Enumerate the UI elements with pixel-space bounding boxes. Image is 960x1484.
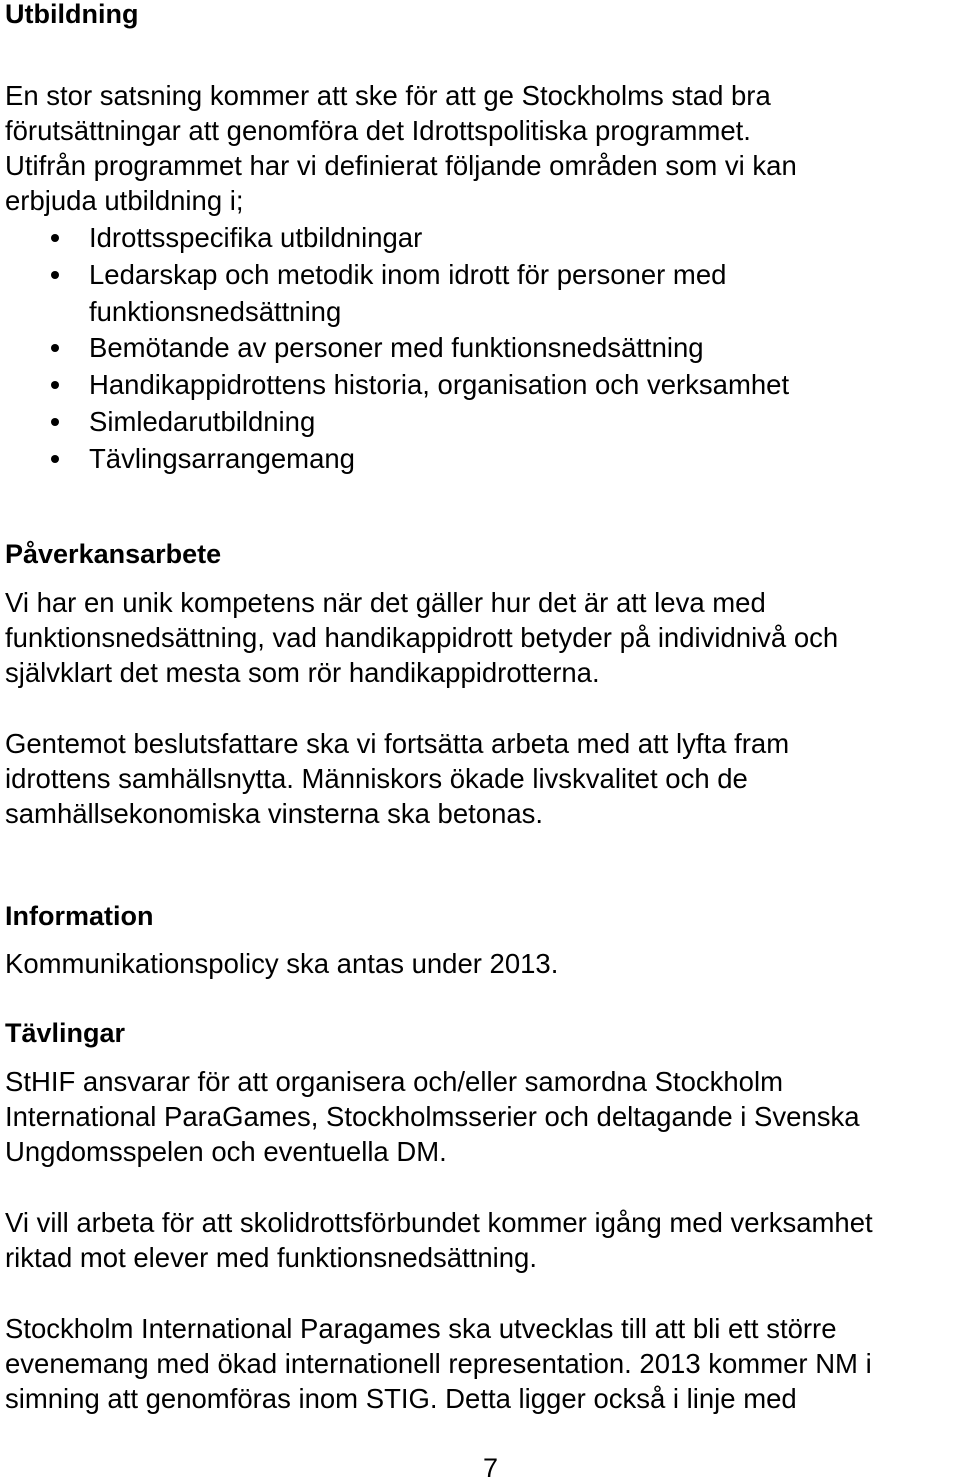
text-line: självklart det mesta som rör handikappidrotterna. bbox=[5, 657, 600, 688]
bullet-text: Bemötande av personer med funktionsnedsättning bbox=[89, 332, 704, 364]
text-line: Vi har en unik kompetens när det gäller hur det är att leva med bbox=[5, 587, 766, 618]
paverkansarbete-paragraph-1 bbox=[5, 585, 838, 690]
bullet-icon bbox=[51, 418, 59, 426]
text-line: En stor satsning kommer att ske för att ge Stockholms stad bra bbox=[5, 80, 771, 111]
information-paragraph bbox=[5, 946, 558, 981]
bullet-text: Handikappidrottens historia, organisation och verksamhet bbox=[89, 369, 790, 401]
bullet-icon bbox=[51, 271, 59, 279]
heading-utbildning: Utbildning bbox=[5, 0, 139, 29]
paverkansarbete-paragraph-2 bbox=[5, 726, 789, 831]
text-line: Utifrån programmet har vi definierat följande områden som vi kan bbox=[5, 150, 797, 181]
bullet-icon bbox=[51, 234, 59, 242]
text-line: Stockholm International Paragames ska utvecklas till att bli ett större bbox=[5, 1313, 837, 1344]
text-line: StHIF ansvarar för att organisera och/eller samordna Stockholm bbox=[5, 1066, 783, 1097]
bullet-item bbox=[0, 367, 789, 404]
bullet-text: funktionsnedsättning bbox=[89, 295, 342, 327]
bullet-continuation bbox=[0, 294, 789, 331]
text-line: Kommunikationspolicy ska antas under 2013. bbox=[5, 948, 559, 979]
utbildning-intro-paragraph bbox=[5, 78, 797, 218]
text-line: Gentemot beslutsfattare ska vi fortsätta arbeta med att lyfta fram bbox=[5, 728, 790, 759]
utbildning-bullet-list bbox=[0, 220, 789, 478]
tavlingar-paragraph-1 bbox=[5, 1064, 860, 1169]
bullet-text: Idrottsspecifika utbildningar bbox=[89, 222, 423, 253]
bullet-item bbox=[0, 330, 789, 367]
text-line: erbjuda utbildning i; bbox=[5, 185, 244, 216]
heading-tavlingar: Tävlingar bbox=[5, 1018, 126, 1048]
text-line: funktionsnedsättning, vad handikappidrott betyder på individnivå och bbox=[5, 622, 839, 653]
bullet-item bbox=[0, 404, 789, 441]
tavlingar-paragraph-2 bbox=[5, 1205, 873, 1275]
text-line: International ParaGames, Stockholmsserier och deltagande i Svenska bbox=[5, 1101, 860, 1132]
heading-paverkansarbete: Påverkansarbete bbox=[5, 539, 222, 569]
bullet-item bbox=[0, 220, 789, 257]
text-line: Vi vill arbeta för att skolidrottsförbundet kommer igång med verksamhet bbox=[5, 1207, 873, 1238]
text-line: förutsättningar att genomföra det Idrottspolitiska programmet. bbox=[5, 115, 751, 146]
bullet-icon bbox=[51, 344, 59, 352]
heading-information: Information bbox=[5, 901, 154, 931]
text-line: evenemang med ökad internationell representation. 2013 kommer NM i bbox=[5, 1348, 872, 1379]
bullet-icon bbox=[51, 381, 59, 389]
text-line: samhällsekonomiska vinsterna ska betonas. bbox=[5, 798, 544, 829]
bullet-icon bbox=[51, 455, 59, 463]
bullet-text: Ledarskap och metodik inom idrott för personer med bbox=[89, 258, 727, 290]
text-line: simning att genomföras inom STIG. Detta ligger också i linje med bbox=[5, 1383, 797, 1414]
tavlingar-paragraph-3 bbox=[5, 1311, 872, 1416]
page-number: 7 bbox=[483, 1453, 499, 1483]
text-line: Ungdomsspelen och eventuella DM. bbox=[5, 1136, 447, 1167]
text-line: riktad mot elever med funktionsnedsättning. bbox=[5, 1242, 537, 1273]
bullet-item bbox=[0, 441, 789, 478]
bullet-item bbox=[0, 257, 789, 294]
bullet-text: Simledarutbildning bbox=[89, 405, 316, 437]
text-line: idrottens samhällsnytta. Människors ökade livskvalitet och de bbox=[5, 763, 748, 794]
bullet-text: Tävlingsarrangemang bbox=[89, 442, 355, 474]
